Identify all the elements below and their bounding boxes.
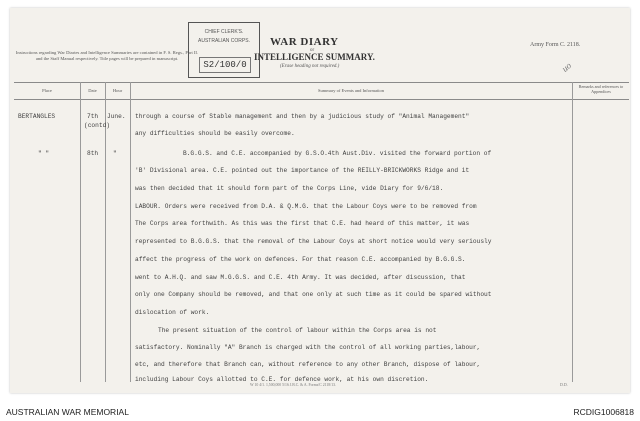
summary-line: B.G.G.S. and C.E. accompanied by G.S.O.4th Aust.Div. visited the forward portion of: [183, 150, 492, 157]
summary-line: through a course of Stable management and then by a judicious study of "Animal Management": [135, 113, 470, 120]
stamp-line-1: CHIEF CLERK'S.: [204, 29, 244, 35]
summary-line: affect the progress of the work on defences. For that reason C.E. accompanied by B.G.G.S.: [135, 256, 466, 263]
date-cell: 8th: [87, 150, 99, 157]
summary-line: dislocation of work.: [135, 309, 210, 316]
summary-line: went to A.H.Q. and saw M.G.G.S. and C.E. 4th Army. It was decided, after discussion, that: [135, 274, 466, 281]
instructions-note: Instructions regarding War Diaries and Intelligence Summaries are contained in F. S. Regs., Part II. and the Staff Manual respectively. Title pages will be prepared in manuscript.: [15, 50, 199, 61]
archive-caption: AUSTRALIAN WAR MEMORIAL: [6, 407, 129, 417]
header-bottom-rule: [14, 99, 629, 100]
stamp-number: S2/100/0: [199, 57, 251, 73]
summary-line: was then decided that it should form part of the Corps Line, vide Diary for 9/6/18.: [135, 185, 444, 192]
erase-heading-note: (Erase heading not required.): [280, 64, 340, 69]
war-diary-title: WAR DIARY: [270, 36, 339, 48]
continued-note: (contd): [84, 122, 110, 129]
handwritten-mark: uo: [559, 60, 574, 74]
summary-line: including Labour Coys allotted to C.E. for defence work, at his own discretion.: [135, 376, 429, 383]
table-top-rule: [14, 82, 629, 83]
page-reference: D.D.: [560, 382, 568, 387]
column-header-summary: Summary of Events and Information: [318, 88, 384, 93]
column-divider: [130, 82, 131, 382]
place-cell: BERTANGLES: [18, 113, 56, 120]
column-header-hour: Hour: [112, 88, 123, 93]
summary-line: 'B' Divisional area. C.E. pointed out the importance of the REILLY-BRICKWORKS Ridge and it: [135, 167, 470, 174]
summary-line: The present situation of the control of labour within the Corps area is not: [158, 327, 437, 334]
hour-cell: June.: [107, 113, 126, 120]
hour-cell: ": [113, 150, 117, 157]
intelligence-summary-title: INTELLIGENCE SUMMARY.: [254, 52, 375, 62]
column-divider: [572, 82, 573, 382]
summary-line: only one Company should be removed, and that one only at such time as it could be spared without: [135, 291, 492, 298]
date-cell: 7th: [87, 113, 99, 120]
summary-line: LABOUR. Orders were received from D.A. & Q.M.G. that the Labour Coys were to be removed from: [135, 203, 477, 210]
printer-note: W 10 4/1. 1,500,000 5/16 J.B.C. & A. Forms/C 2118/13.: [250, 383, 336, 387]
column-header-date: Date: [88, 88, 97, 93]
catalogue-number: RCDIG1006818: [573, 407, 634, 417]
summary-line: satisfactory. Nominally "A" Branch is charged with the control of all working parties,labour,: [135, 344, 481, 351]
place-cell: " ": [38, 150, 50, 157]
summary-line: represented to B.G.G.S. that the removal of the Labour Coys at short notice would very seriously: [135, 238, 492, 245]
stamp-line-2: AUSTRALIAN CORPS.: [198, 38, 250, 44]
title-or: or: [310, 48, 315, 53]
army-form-label: Army Form C. 2118.: [530, 42, 581, 48]
summary-line: any difficulties should be easily overcome.: [135, 130, 295, 137]
column-header-place: Place: [42, 88, 52, 93]
column-header-remarks: Remarks and references to Appendices: [578, 84, 624, 94]
summary-line: The Corps area forthwith. As this was the first that C.E. had heard of this matter, it was: [135, 220, 470, 227]
summary-line: etc, and therefore that Branch can, without reference to any other Branch, dispose of labour,: [135, 361, 481, 368]
column-divider: [80, 82, 81, 382]
chief-clerk-stamp: [188, 22, 260, 78]
